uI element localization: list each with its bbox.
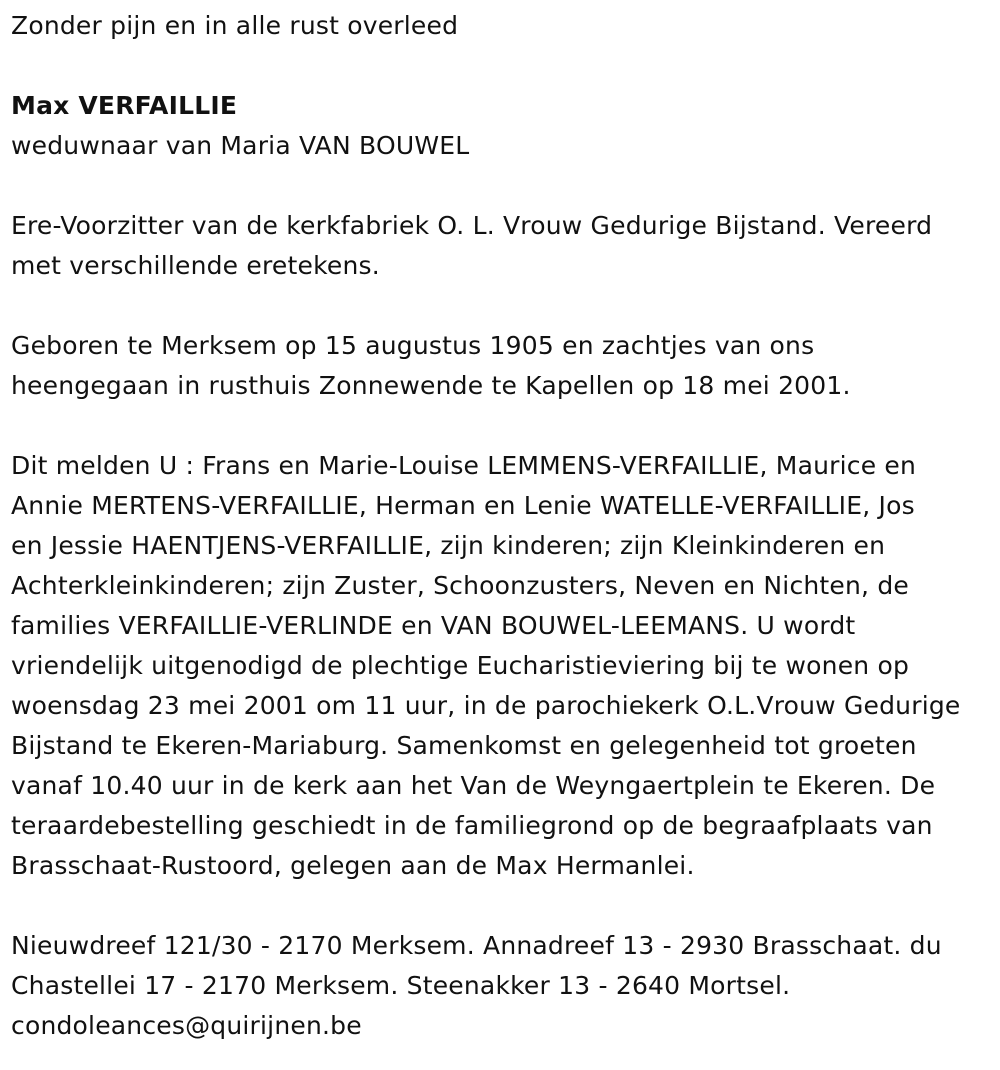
spacer — [11, 286, 1000, 326]
condolence-email: condoleances@quirijnen.be — [11, 1011, 362, 1040]
announcement-line: Dit melden U : Frans en Marie-Louise LEMMENS-VERFAILLIE, Maurice en — [11, 451, 917, 480]
birth-death-line: Geboren te Merksem op 15 augustus 1905 en zachtjes van ons — [11, 331, 815, 360]
announcement-line: vanaf 10.40 uur in de kerk aan het Van de Weyngaertplein te Ekeren. De — [11, 771, 936, 800]
address-line: Nieuwdreef 121/30 - 2170 Merksem. Annadreef 13 - 2930 Brasschaat. du — [11, 931, 942, 960]
address-line: Chastellei 17 - 2170 Merksem. Steenakker 13 - 2640 Mortsel. — [11, 971, 791, 1000]
announcement-line: en Jessie HAENTJENS-VERFAILLIE, zijn kinderen; zijn Kleinkinderen en — [11, 531, 886, 560]
birth-death-line: heengegaan in rusthuis Zonnewende te Kapellen op 18 mei 2001. — [11, 371, 851, 400]
intro-text: Zonder pijn en in alle rust overleed — [11, 11, 459, 40]
deceased-name: Max VERFAILLIE — [11, 91, 238, 120]
honors-line: met verschillende eretekens. — [11, 251, 380, 280]
honors-line: Ere-Voorzitter van de kerkfabriek O. L. Vrouw Gedurige Bijstand. Vereerd — [11, 211, 933, 240]
announcement-line: Achterkleinkinderen; zijn Zuster, Schoonzusters, Neven en Nichten, de — [11, 571, 910, 600]
announcement-line: woensdag 23 mei 2001 om 11 uur, in de parochiekerk O.L.Vrouw Gedurige — [11, 691, 961, 720]
spacer — [11, 886, 1000, 926]
spouse-text: weduwnaar van Maria VAN BOUWEL — [11, 131, 470, 160]
announcement-line: vriendelijk uitgenodigd de plechtige Eucharistieviering bij te wonen op — [11, 651, 910, 680]
spacer — [11, 166, 1000, 206]
spacer — [11, 406, 1000, 446]
spacer — [11, 46, 1000, 86]
announcement-line: families VERFAILLIE-VERLINDE en VAN BOUWEL-LEEMANS. U wordt — [11, 611, 856, 640]
announcement-line: Brasschaat-Rustoord, gelegen aan de Max Hermanlei. — [11, 851, 695, 880]
announcement-line: teraardebestelling geschiedt in de familiegrond op de begraafplaats van — [11, 811, 933, 840]
announcement-line: Annie MERTENS-VERFAILLIE, Herman en Lenie WATELLE-VERFAILLIE, Jos — [11, 491, 915, 520]
announcement-line: Bijstand te Ekeren-Mariaburg. Samenkomst en gelegenheid tot groeten — [11, 731, 917, 760]
